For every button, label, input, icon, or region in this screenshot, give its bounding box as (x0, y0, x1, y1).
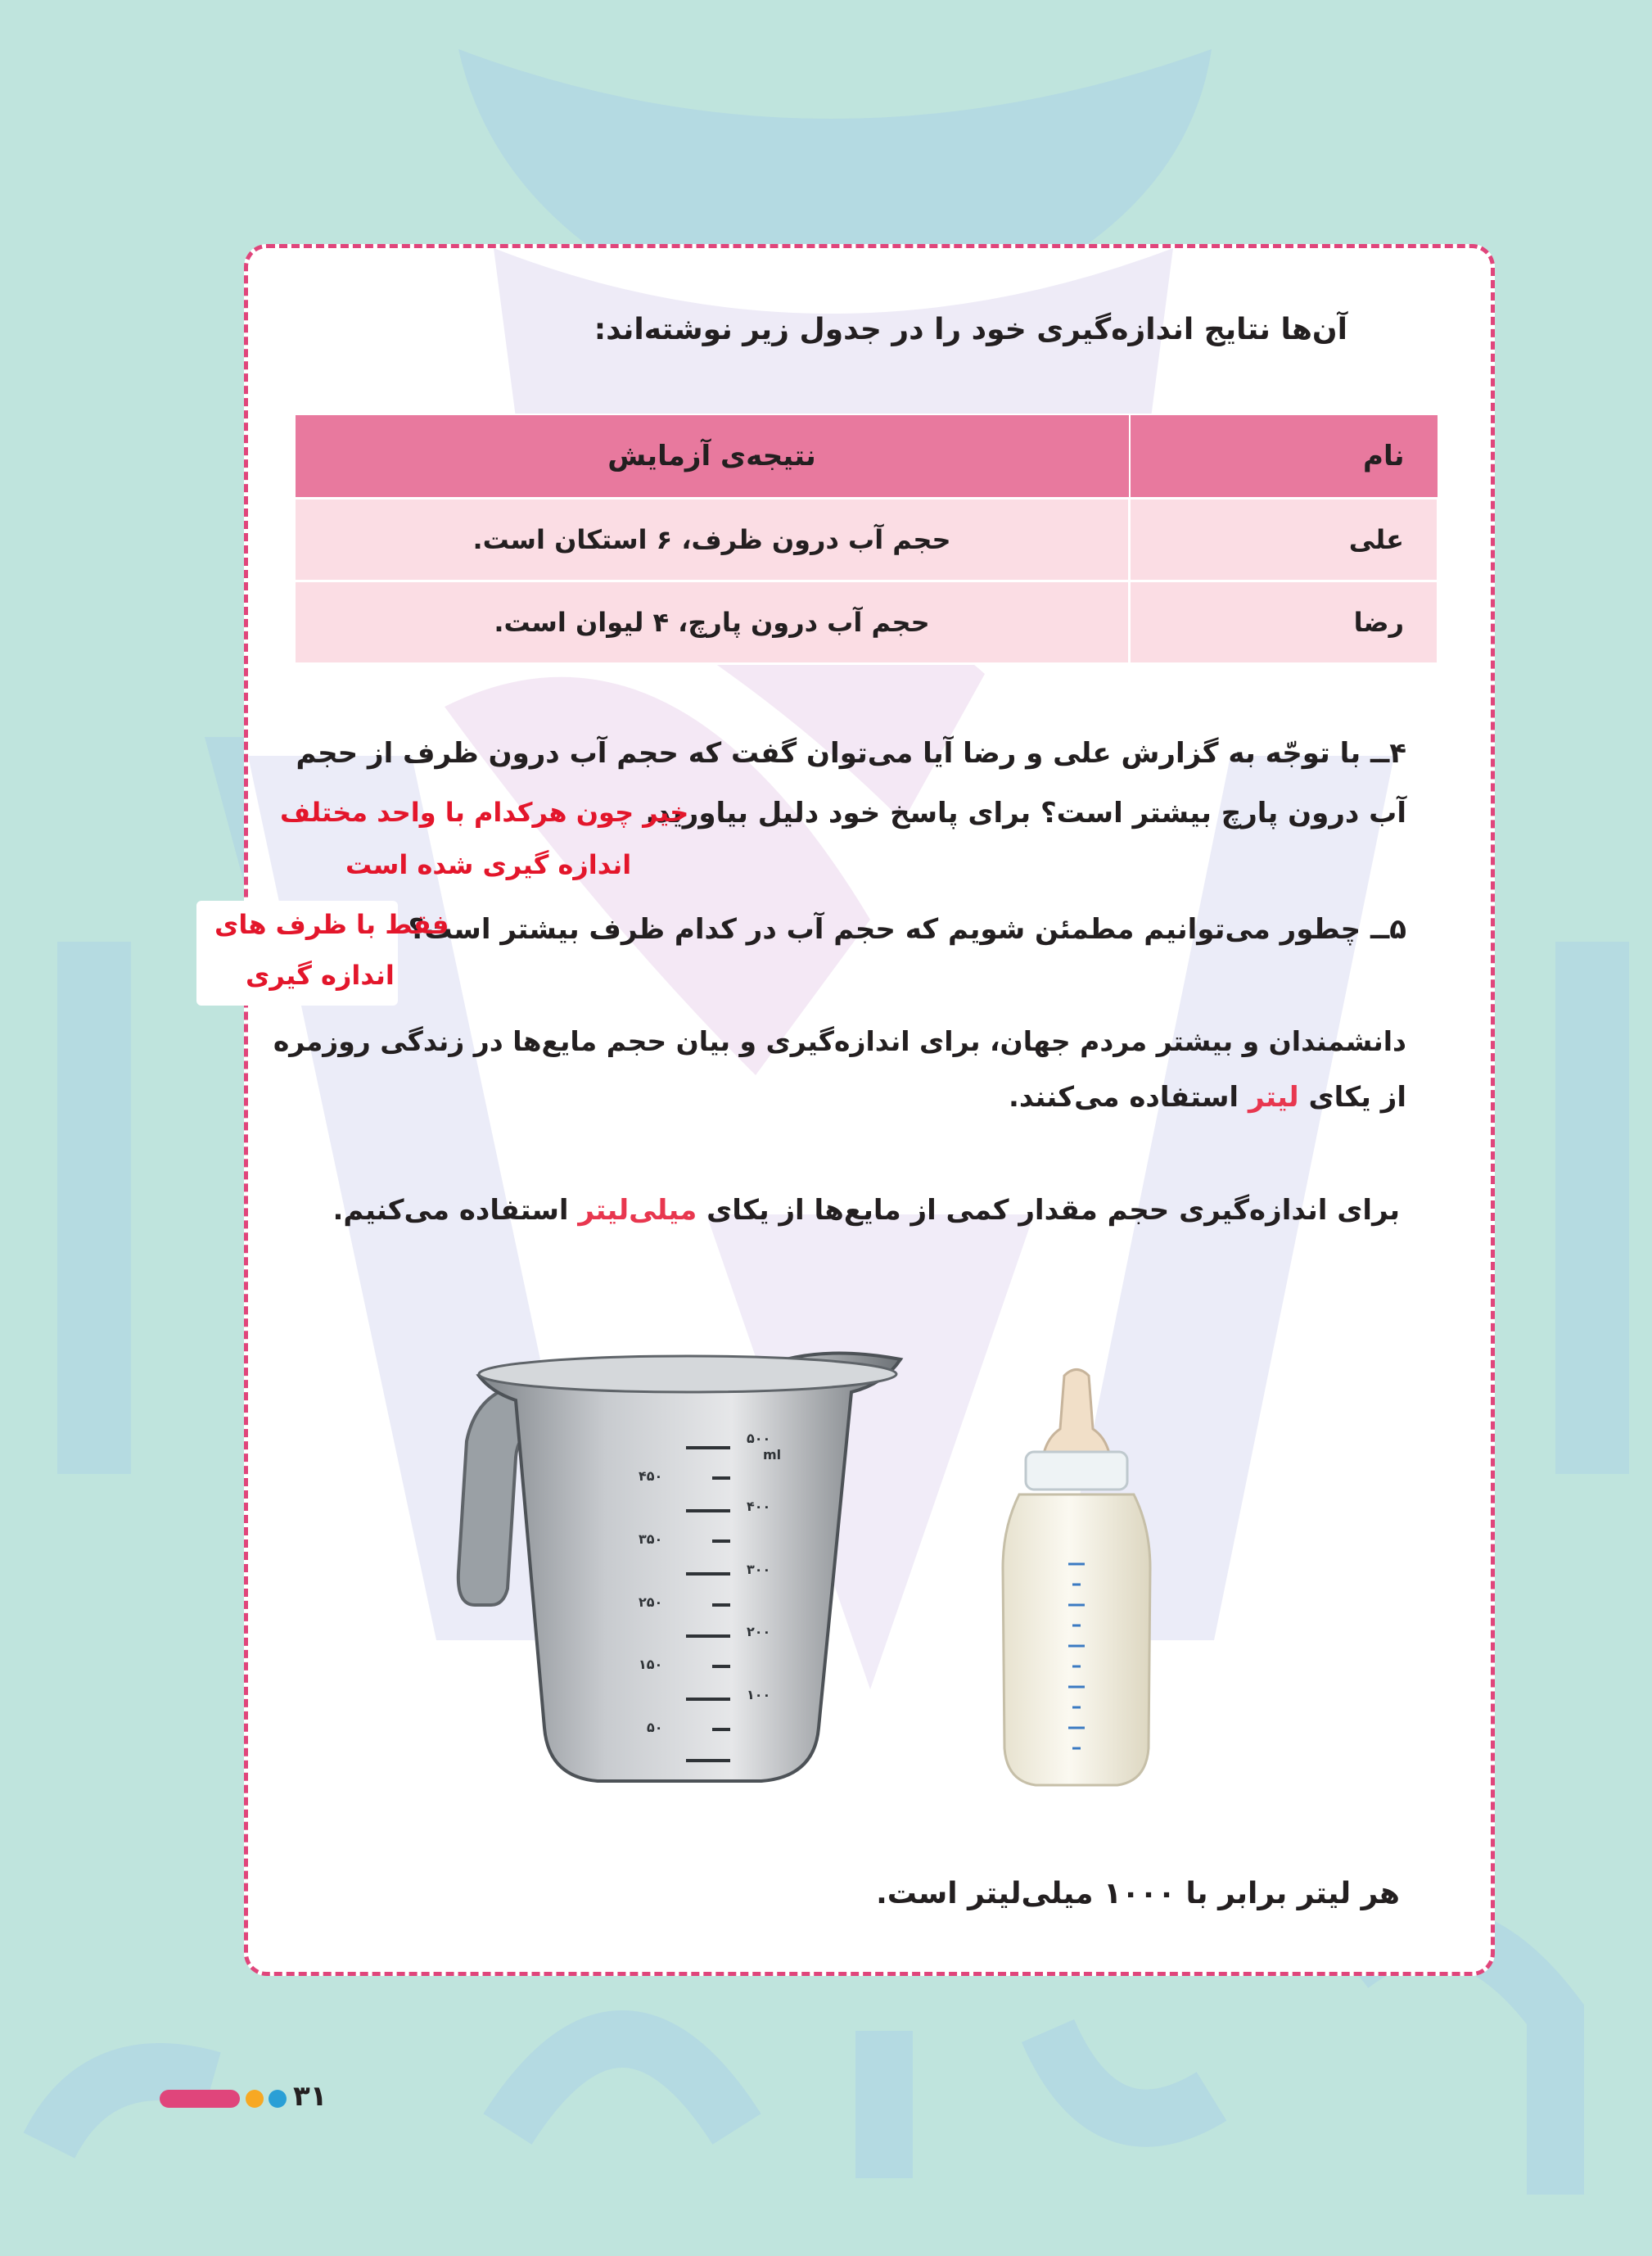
footer-orange-bar (246, 2090, 264, 2108)
cell-result: حجم آب درون ظرف، ۶ استکان است. (295, 499, 1130, 581)
cell-name: علی (1130, 499, 1438, 581)
cell-name: رضا (1130, 581, 1438, 664)
jug-label: ۴۰۰ (747, 1499, 771, 1514)
jug-label: ۲۰۰ (747, 1624, 771, 1639)
liter-term: لیتر (1248, 1081, 1299, 1114)
header-name: نام (1130, 414, 1438, 499)
intro-text: آن‌ها نتایج اندازه‌گیری خود را در جدول زیر نوشته‌اند: (594, 313, 1347, 346)
page-number: ۳۱ (293, 2080, 327, 2113)
question-5-text: ۵ــ چطور می‌توانیم مطمئن شویم که حجم آب در کدام ظرف بیشتر است؟ (408, 913, 1406, 946)
jug-label: ۱۵۰ (639, 1657, 663, 1672)
jug-label: ۴۵۰ (639, 1468, 663, 1484)
question-5-answer-line1: فقط با ظرف های (214, 909, 449, 940)
jug-label: ۵۰ (647, 1720, 663, 1735)
table-row (295, 581, 1438, 664)
baby-bottle-image (986, 1363, 1167, 1793)
conclusion-text: هر لیتر برابر با ۱۰۰۰ میلی‌لیتر است. (876, 1877, 1400, 1910)
jug-label: ۳۵۰ (639, 1531, 663, 1547)
question-4-answer-line1: خیر چون هرکدام با واحد مختلف (280, 797, 689, 828)
milliliter-post: استفاده می‌کنیم. (332, 1194, 569, 1227)
table-header-row (295, 414, 1438, 499)
jug-label: ۱۰۰ (747, 1687, 771, 1702)
cell-result: حجم آب درون پارچ، ۴ لیوان است. (295, 581, 1130, 664)
jug-label: ۵۰۰ (747, 1431, 771, 1446)
liter-post: استفاده می‌کنند. (1008, 1081, 1239, 1114)
question-4-line2: آب درون پارچ بیشتر است؟ برای پاسخ خود دلیل بیاورید. (645, 797, 1406, 830)
milliliter-pre: برای اندازه‌گیری حجم مقدار کمی از مایع‌ها از یکای (706, 1194, 1400, 1227)
table-row (295, 499, 1438, 581)
paragraph-milliliter (332, 1194, 1400, 1227)
jug-label: ۳۰۰ (747, 1562, 771, 1577)
question-4-answer-line2: اندازه گیری شده است (345, 849, 632, 880)
milliliter-term: میلی‌لیتر (578, 1194, 697, 1227)
paragraph-liter-line2 (1009, 1081, 1406, 1114)
measuring-jug-image (442, 1343, 917, 1802)
liter-pre: از یکای (1308, 1081, 1406, 1114)
paragraph-liter-line1: دانشمندان و بیشتر مردم جهان، برای اندازه‌گیری و بیان حجم مایع‌ها در زندگی روزمره (273, 1025, 1406, 1057)
jug-unit-label: ml (763, 1447, 782, 1463)
footer-blue-bar (269, 2090, 287, 2108)
jug-label: ۲۵۰ (639, 1594, 663, 1610)
question-4-line1: ۴ــ با توجّه به گزارش علی و رضا آیا می‌توان گفت که حجم آب درون ظرف از حجم (296, 737, 1406, 770)
footer-pink-bar (160, 2090, 240, 2108)
header-result: نتیجه‌ی آزمایش (295, 414, 1130, 499)
question-5-answer-line2: اندازه گیری (246, 960, 395, 991)
results-table (293, 414, 1439, 665)
